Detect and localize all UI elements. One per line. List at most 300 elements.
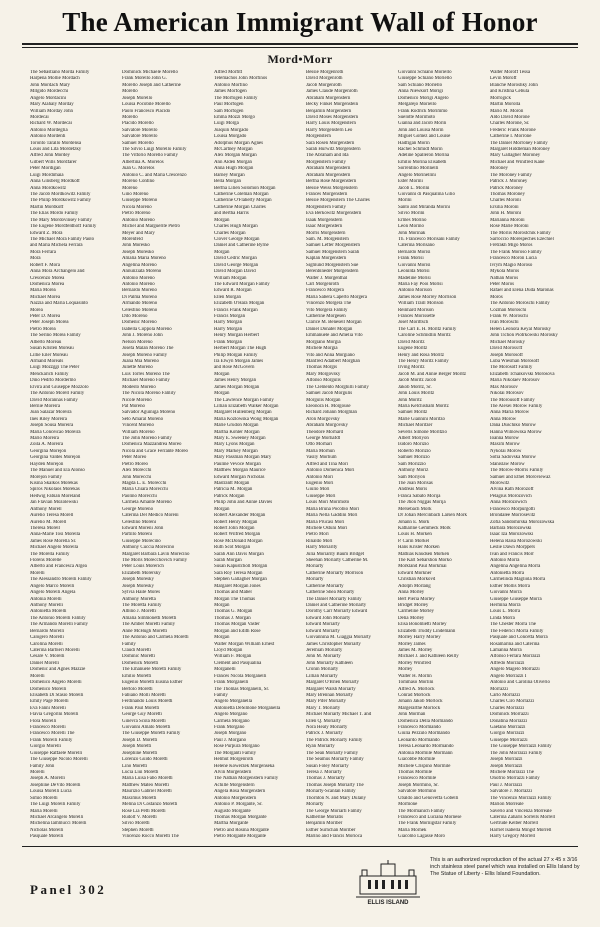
honoree-name: Dominic Moretti <box>122 654 156 660</box>
honoree-name: Johann Jakob Morlock <box>398 699 443 705</box>
honoree-name: Rosamarina and Caterina <box>490 641 540 647</box>
honoree-name: Th. Francesco Morisani Family <box>398 236 460 242</box>
honoree-name: Patrick J. Moroney <box>490 179 528 185</box>
honoree-name: Pietro Mori <box>306 532 329 538</box>
honoree-name: Salvatore Morello <box>122 127 158 133</box>
honoree-name: The Henry Moritz Family <box>398 358 449 364</box>
honoree-name: Lorenzo Guido Moretti <box>122 757 168 763</box>
honoree-name: Mary Pifer Moriarty <box>306 699 346 705</box>
honoree-name: Ioanna Morow <box>490 436 519 442</box>
honoree-name: Sam. M. Morgenstern <box>306 236 349 242</box>
honoree-name: Benjamin Moriber <box>306 821 343 827</box>
honoree-name: Hans Krisler Morken <box>398 545 440 551</box>
honoree-name: Hermina Morra <box>490 603 521 609</box>
honoree-name: Robert F. Mora <box>30 262 60 268</box>
honoree-name: Marino and Francis Morioca <box>306 834 363 840</box>
honoree-name: Johann E. Mork <box>398 519 430 525</box>
honoree-name: Martin Mordkoff <box>30 204 64 210</box>
honoree-name: Albert Moriyon <box>398 436 429 442</box>
honoree-name: The Morousoff Family <box>490 397 535 403</box>
honoree-name: Anna Mora Archangelo and <box>30 269 85 275</box>
honoree-name: Morrazzi <box>490 686 508 692</box>
honoree-name: Angelo Morgano <box>214 712 248 718</box>
honoree-name: Bessie Morgenroth <box>306 70 344 75</box>
honoree-name: George Morhafdt <box>306 436 340 442</box>
honoree-name: Samuel Morello <box>122 140 154 146</box>
honoree-name: Conrad Morlock <box>398 692 431 698</box>
honoree-name: The Vincenzo Morrazzi Family <box>490 795 552 801</box>
honoree-name: Mary Alahaly Morday <box>30 102 74 108</box>
honoree-name: David Morannas Family <box>30 397 78 403</box>
honoree-name: Morini <box>398 198 412 204</box>
honoree-name: Thomas Morgan Morgante <box>214 814 267 820</box>
honoree-name: Maria Fay Pooi Morisi <box>398 281 443 287</box>
honoree-name: Domenica Morea <box>30 281 65 287</box>
honoree-name: Giuseppe Raffaele Morelli <box>30 750 83 756</box>
honoree-name: Carmela Morgano <box>214 718 250 724</box>
honoree-name: Vito Morgera Family <box>306 307 348 313</box>
honoree-name: Louis Mori Morimoto <box>306 500 350 506</box>
honoree-name: Magda L. E. Morecchi <box>122 481 167 486</box>
honoree-name: Eugenio Moretti Eusina Esther <box>122 680 183 686</box>
honoree-name: Nelson Moreno <box>122 339 153 345</box>
honoree-name: Emmanuele and Amelia Vito <box>306 333 363 339</box>
name-columns <box>30 70 578 840</box>
honoree-name: Nathan Moros <box>490 275 519 281</box>
name-column-3 <box>214 70 302 840</box>
honoree-name: Angelo Morganella <box>214 699 253 705</box>
honoree-name: The Philip Mordkowitz Family <box>30 198 91 204</box>
honoree-name: Georgina Valdes Morejon <box>30 455 81 461</box>
honoree-name: Joseph Morosoff <box>490 352 523 358</box>
honoree-name: Celestino Moreni <box>122 519 157 525</box>
honoree-name: Elisa Bonomietti Morley <box>398 622 447 628</box>
honoree-name: Maria Nikolaev Morosov <box>490 378 540 384</box>
honoree-name: Joaquin Morgado <box>214 127 249 133</box>
honoree-name: Gaetano Morrazzi <box>490 725 526 731</box>
honoree-name: Michael and Winifred Kane <box>490 159 545 165</box>
honoree-name: James Morgan Morgan <box>214 384 260 390</box>
honoree-name: Luigi Mozzggi The Peter <box>30 365 80 371</box>
honoree-name: Tommaso Morlini <box>398 680 434 686</box>
honoree-name: Robert Henry Morgan <box>214 519 258 525</box>
honoree-name: Dominick Michaele Morello <box>122 70 178 75</box>
honoree-name: Catherine Moriarty Morrison <box>306 570 364 576</box>
header-rule-thin <box>22 47 578 48</box>
honoree-name: Andreas Moris <box>398 487 428 493</box>
honoree-name: Becky Finkel Morgenstein <box>306 102 359 108</box>
honoree-name: Morello <box>122 114 138 120</box>
honoree-name: William Moreno <box>122 429 155 435</box>
honoree-name: Margaret Morgan Jones <box>214 583 261 589</box>
honoree-name: Rose Marie Moroni <box>490 224 529 230</box>
honoree-name: Bernardo Morisi <box>398 249 431 255</box>
honoree-name: Barney Morgan <box>214 172 245 178</box>
honoree-name: Anna Ginsberg Mordkoff <box>30 179 80 185</box>
honoree-name: Juana Mia Moreno <box>122 358 159 364</box>
honoree-name: Vincent Moreno <box>122 423 154 429</box>
honoree-name: Rudolf V. Moretti <box>122 814 157 820</box>
honoree-name: Walter H. Morlin <box>398 673 432 679</box>
honoree-name: The Patrick Moriarty Family <box>306 737 363 743</box>
honoree-name: Michele Morrazzi The <box>490 769 534 775</box>
honoree-name: Blanche Moroshky John <box>490 82 538 88</box>
honoree-name: Nicole Moreno <box>122 397 152 403</box>
honoree-name: Lillian Elizabeth Walker Morgan <box>214 403 279 409</box>
honoree-name: Family <box>214 692 228 698</box>
name-column-6 <box>490 70 578 840</box>
honoree-name: Jakob Moritz, Sr. <box>398 384 432 390</box>
honoree-name: Mora Ferrara <box>30 249 56 255</box>
honoree-name: Salvatore J. Morrazzi <box>490 789 532 795</box>
honoree-name: Samuel Moritz <box>398 410 428 416</box>
honoree-name: Angelo Morelli Angela <box>30 590 76 596</box>
honoree-name: Elizabeth Tchaikovski Morosova <box>490 371 555 377</box>
honoree-name: Nicola and Grace Ferrante Moreo <box>122 448 188 454</box>
honoree-name: The Sebastiano Morda Family <box>30 70 90 75</box>
honoree-name: Partillo Moreni <box>122 532 153 538</box>
honoree-name: Pietro Moreno <box>122 211 151 217</box>
honoree-name: Carolina Morelli <box>30 641 63 647</box>
honoree-name: The Eugene Mordfeldhoff Family <box>30 224 97 230</box>
honoree-name: Thomas Morgis <box>306 365 338 371</box>
honoree-name: Morgenstern Family <box>306 204 346 210</box>
honoree-name: Anne McHugh Moretti <box>122 628 168 634</box>
honoree-name: Maria Mornek <box>398 827 427 833</box>
honoree-name: Daniel and Catherine Byrne <box>214 243 269 249</box>
honoree-name: Peter Moros <box>490 281 515 287</box>
honoree-name: Giuseppe Moreno <box>122 198 158 204</box>
honoree-name: The Moroney Family <box>490 172 532 178</box>
honoree-name: Charles Morrazzi <box>490 705 525 711</box>
honoree-name: Richard Johann Morgman <box>306 410 357 416</box>
honoree-name: Alfred and Tina Mori <box>306 461 348 467</box>
honoree-name: David Cedric Morgan <box>214 256 257 262</box>
honoree-name: Bessie Morgenstern The Charles <box>306 198 370 204</box>
honoree-name: Joseph Sousa Moreira <box>30 423 74 429</box>
honoree-name: Bertolo Moretti <box>122 686 153 692</box>
honoree-name: Pietro and Rosina Morgante <box>214 827 269 833</box>
honoree-name: Harpena Mollie Mordach <box>30 76 80 82</box>
honoree-name: Max Morosov <box>490 384 518 390</box>
honoree-name: Maurizio Gabriel Moretti <box>122 789 172 795</box>
honoree-name: Rachel Schmidt Morin <box>398 147 443 153</box>
honoree-name: Lucia Liui Moretti <box>122 769 159 775</box>
honoree-name: Teresa J. Moriarty <box>306 769 342 775</box>
honoree-name: John H. Moroni <box>490 211 522 217</box>
honoree-name: Katharine Gemmeck Mork <box>398 525 451 531</box>
honoree-name: Celestino Moreno <box>122 307 158 313</box>
honoree-name: Morris Morgenstern <box>306 230 346 236</box>
honoree-name: Mora <box>30 256 41 262</box>
honoree-name: Edward Morgan Nicholas <box>214 474 265 480</box>
honoree-name: Morowitz <box>490 481 510 486</box>
honoree-name: Edward Morkner <box>398 570 432 576</box>
honoree-name: The Luigi Morelli Family <box>30 802 81 808</box>
honoree-name: Luba Wiesman Morosoff <box>490 358 540 364</box>
honoree-name: Giuseppe Morecino <box>122 538 161 544</box>
honoree-name: Sara Rosen Morgenstern <box>306 140 355 146</box>
honoree-name: Giovanni Amato Moretti <box>122 725 171 731</box>
honoree-name: Moriarty <box>306 802 324 808</box>
honoree-name: Franca Sabato Morija <box>398 493 441 499</box>
honoree-name: Moreno <box>122 185 138 191</box>
honoree-name: Thomas Joseph Moriarty The <box>306 782 364 788</box>
honoree-name: Frank Morgano <box>214 725 245 731</box>
honoree-name: Moriarty <box>306 577 324 583</box>
honoree-name: Ginevra Scola Moretti <box>122 718 166 724</box>
honoree-name: Alvin Morgenstern <box>214 769 252 775</box>
honoree-name: Pietro Morgante Morgante <box>214 834 266 840</box>
honoree-name: John Tichon Piotrkowski Morosky <box>490 333 558 339</box>
honoree-name: Sam Schiano Moriello <box>398 82 443 88</box>
honoree-name: Michael Moriarty Michael T. and <box>306 712 372 718</box>
ellis-island-logo-icon <box>354 858 422 906</box>
honoree-name: The Mary Mordovinsey Family <box>30 217 92 223</box>
honoree-name: Catherine I. Morrone <box>490 134 532 140</box>
honoree-name: The Nicola Moreno Family <box>122 391 176 397</box>
honoree-name: David Moritz <box>398 339 425 345</box>
honoree-name: Emma Mozzi Morgo <box>214 114 255 120</box>
svg-text:ELLIS ISLAND: ELLIS ISLAND <box>367 900 409 906</box>
honoree-name: Hanna Wilnowska Morow <box>490 429 542 435</box>
honoree-name: Caterina Barbieri Morelli <box>30 647 80 653</box>
honoree-name: Michael Angelo Morella <box>30 545 79 551</box>
footer-rule <box>22 846 578 847</box>
honoree-name: Harry Morgan <box>214 326 243 332</box>
honoree-name: Eva Fanni Morelli <box>30 705 66 711</box>
honoree-name: Samuel Jacob Morgulis <box>306 391 353 397</box>
honoree-name: George Moreno <box>122 506 154 512</box>
honoree-name: Sarroccio Morespeches Ezechiel <box>490 236 554 242</box>
honoree-name: Ira Elwyn Morgan James <box>214 358 264 364</box>
honoree-name: Ivan Moroschi <box>490 320 519 326</box>
honoree-name: Manfred Adalbert Morghan <box>306 358 360 364</box>
honoree-name: Frank Morello John G. <box>122 76 167 82</box>
honoree-name: Vincenzo Rocco Moretti The <box>122 834 179 840</box>
honoree-name: Frank Morisi <box>398 256 424 262</box>
honoree-name: Louis and Lita Mordetzky <box>30 147 82 153</box>
honoree-name: Caterina Zaharis Sorrells Morrell <box>490 814 556 820</box>
honoree-name: Helena Raisa Morozowski <box>490 538 542 544</box>
honoree-name: Charles Hugh Morgan <box>214 224 258 230</box>
honoree-name: Samuel and Ethel Moroviewaz <box>490 474 551 480</box>
honoree-name: Jacob Moritz Jacob <box>398 378 437 384</box>
honoree-name: Michele Crispino Mormile <box>398 763 451 769</box>
honoree-name: Alex Morgan Morgan <box>214 153 257 159</box>
honoree-name: Dito Moreno <box>122 314 148 320</box>
name-column-1 <box>30 70 118 840</box>
honoree-name: Giuseppe Schiano Moriello <box>398 76 452 82</box>
honoree-name: Angela Rosa Morgenstern <box>214 789 266 795</box>
honoree-name: John Mordach Mary <box>30 82 70 88</box>
honoree-name: Placido Morello <box>122 121 154 127</box>
honoree-name: and Bertha Harris <box>214 211 249 217</box>
honoree-name: Thomas G. Morgan <box>214 609 253 615</box>
honoree-name: Margaret Hullenberg Morgan <box>214 410 272 416</box>
honoree-name: Aurelio Teresa Morell <box>30 513 74 519</box>
honoree-name: The Sean Moriarty Family <box>306 750 359 756</box>
honoree-name: Joseph Morrazzi <box>490 763 523 769</box>
honoree-name: The Abraham and Ida <box>306 153 349 159</box>
honoree-name: Telemachos John Morfinos <box>214 76 268 82</box>
honoree-name: Antonio Moreno <box>122 217 155 223</box>
honoree-name: Charles Moroni <box>490 198 521 204</box>
honoree-name: Cesare V. Morelli <box>30 654 65 660</box>
honoree-name: Mary Passman Morgan Mary <box>214 455 272 461</box>
honoree-name: Cronin Moriarty <box>306 667 339 673</box>
honoree-name: Mary Markey Morgan <box>214 448 258 454</box>
honoree-name: Giulio Mori <box>306 487 330 493</box>
honoree-name: Meyer and Mary <box>122 230 155 236</box>
honoree-name: Josefa Malan Moreno The <box>122 346 174 352</box>
honoree-name: Pelagius Morozovich <box>490 493 532 499</box>
honoree-name: Elvira and Giuseppe Mozzolo <box>30 384 89 390</box>
honoree-name: Morenfeld <box>122 236 143 242</box>
honoree-name: Morelli <box>30 673 45 679</box>
honoree-name: Maria Morea <box>30 288 56 294</box>
page-title: The American Immigrant Wall of Honor <box>62 7 538 37</box>
honoree-name: Antonio Morfino <box>214 82 248 88</box>
honoree-name: Morgan <box>214 391 230 397</box>
honoree-name: Di Palma Moreno <box>122 294 158 300</box>
honoree-name: The Antonio Moroschi Family <box>490 301 550 307</box>
honoree-name: William Morday John <box>30 108 73 114</box>
honoree-name: Seto Amaral Moreno <box>122 416 164 422</box>
honoree-name: Samuel Morizio <box>398 455 430 461</box>
honoree-name: The George Moriarti Family <box>306 808 362 814</box>
honoree-name: Armand Moreals <box>30 358 64 364</box>
honoree-name: Reinhard Morison <box>398 307 434 313</box>
honoree-name: Anna Mordkowitz <box>30 185 66 191</box>
honoree-name: John M. Moriarty <box>306 654 341 660</box>
honoree-name: Berenbineder Morgenstern <box>306 269 359 275</box>
honoree-name: Dino Pedrto Mordermo <box>30 378 76 384</box>
honoree-name: Paolo Francesco Placido <box>122 108 171 114</box>
honoree-name: Mary T. Moriarty <box>306 705 341 711</box>
honoree-name: Abraham Morgenstern <box>306 172 351 178</box>
honoree-name: Theodore Morhard <box>306 429 344 435</box>
honoree-name: Frank Rodrick Morimmo <box>398 108 448 114</box>
honoree-name: Maria Morhun <box>306 448 335 454</box>
honoree-name: Josephine Moretti <box>122 750 158 756</box>
honoree-name: Mathias Knudsen Morken <box>398 551 450 557</box>
honoree-name: Linda Morra <box>490 615 515 621</box>
honoree-name: Anna Morley <box>398 590 425 596</box>
honoree-name: Lloyd Morgan <box>214 647 243 653</box>
name-range-heading: Mord•Morr <box>267 52 333 66</box>
honoree-name: The Thomas Morganelli, Sr. <box>214 686 270 692</box>
honoree-name: Ines Riley Moreira <box>30 416 67 422</box>
honoree-name: Morello Joseph and Catherine <box>122 82 181 88</box>
honoree-name: Nazzia and Maria Loquasinto <box>30 301 88 307</box>
honoree-name: Helmut Morgenroth <box>214 757 254 763</box>
honoree-name: Bessie Weiss Morgenstern <box>306 185 358 191</box>
honoree-name: James Rose Morrey Morrison <box>398 294 457 300</box>
honoree-name: Harry Morgan <box>214 320 243 326</box>
honoree-name: Michael J. and Kathleen Reilly <box>398 654 459 660</box>
honoree-name: Ann Alden Morgan <box>214 159 252 165</box>
honoree-name: Walter Moroff Tessa <box>490 70 531 75</box>
honoree-name: John Moritz <box>398 397 422 403</box>
honoree-name: Antonio Morgenstern <box>214 795 257 801</box>
honoree-name: Frances Nicola Morganelli <box>214 673 267 679</box>
honoree-name: Antonietta Morra <box>490 570 525 576</box>
honoree-name: Margaret Walsh Moriarty <box>306 686 356 692</box>
honoree-name: Sheehan Moriarty Catherine M. <box>306 558 369 564</box>
honoree-name: Adolph Morlang <box>398 583 431 589</box>
honoree-name: Joseph Morgano <box>214 731 247 737</box>
honoree-name: Antonio and Carolina Oliverio <box>490 680 550 686</box>
honoree-name: John Morinak <box>398 230 426 236</box>
honoree-name: Walter Morgan William Ernest <box>214 641 275 647</box>
honoree-name: Matthew Mateo Moretti <box>122 782 169 788</box>
honoree-name: Salvatore Morello <box>122 134 158 140</box>
honoree-name: Nora Healy Moriarty <box>306 725 348 731</box>
honoree-name: The Morella Family <box>30 551 70 557</box>
honoree-name: Michele Ostuni Mori <box>306 525 348 531</box>
honoree-name: Anna Niewkort Morigi <box>398 89 444 95</box>
honoree-name: Francesco Morpurgotti <box>490 506 535 512</box>
honoree-name: Giovannina M. Giaggia Moriarty <box>306 635 371 641</box>
honoree-name: The John Morrazzi Family <box>490 750 543 756</box>
honoree-name: Giorgio Morelli <box>30 744 62 750</box>
honoree-name: John J. Moreno John <box>122 333 163 339</box>
honoree-name: The Lawrence Morgan Family <box>214 397 274 403</box>
honoree-name: Patrick J. Moriarty <box>306 731 343 737</box>
honoree-name: Patrick Moroney <box>490 185 524 191</box>
honoree-name: Harry Moriarity <box>306 545 338 551</box>
honoree-name: Antonio P. Morgante, Sr. <box>214 802 263 808</box>
honoree-name: Antonio Mordenti <box>30 134 66 140</box>
honoree-name: Peter Joseph Morea <box>30 320 69 326</box>
honoree-name: Moros <box>490 294 503 300</box>
honoree-name: Maria Conceicao Moreira <box>30 429 81 435</box>
honoree-name: Frank Morganelli <box>214 680 249 686</box>
honoree-name: Bernardo Morelli <box>30 628 65 634</box>
honoree-name: The John Moreno Family <box>122 436 172 442</box>
honoree-name: Giovanni di Pasqualina Gilio <box>398 192 455 198</box>
honoree-name: Emilio Morina Elisabeth <box>398 159 447 165</box>
honoree-name: David Moses Morgenstern <box>306 114 359 120</box>
honoree-name: Helen Leonora Keyal Morosky <box>490 326 551 332</box>
honoree-name: The Michael Mora Family Paolo <box>30 236 95 242</box>
honoree-name: The Giuseppe Nicolo Morelli <box>30 757 88 763</box>
honoree-name: Morley James <box>398 641 426 647</box>
honoree-name: Morley <box>398 667 413 673</box>
honoree-name: Flora Morelli <box>30 718 57 724</box>
honoree-name: Francesco Morgera <box>306 288 344 294</box>
honoree-name: Morea <box>30 307 43 313</box>
honoree-name: Edward Moriarty <box>306 622 340 628</box>
honoree-name: Jacob L. Morini <box>398 185 430 191</box>
honoree-name: The Vittorio Morello Family <box>122 153 178 159</box>
honoree-name: Margaret O'Brien Moriarty <box>306 680 359 686</box>
honoree-name: Carlo Morrazzi <box>490 692 521 698</box>
honoree-name: Sarah Hurwitz Morgenstern <box>306 147 361 153</box>
honoree-name: Dr Johan Mercinbach Larsen Mork <box>398 513 467 519</box>
honoree-name: Ersilia Moroni <box>490 204 519 210</box>
honoree-name: James Christopher Moriarty <box>306 641 361 647</box>
honoree-name: Caterina Del Medico Moreni <box>122 513 179 519</box>
honoree-name: Alfred John Mordey <box>30 153 70 159</box>
honoree-name: The Alessandro Morelli Family <box>30 577 92 583</box>
honoree-name: Marion Morreale <box>490 802 524 808</box>
honoree-name: Joseph Moresky <box>122 583 154 589</box>
honoree-name: Josephine DeVito Morelli <box>30 782 81 788</box>
honoree-name: Henry Morgan Herbert <box>214 333 259 339</box>
honoree-name: Angelo Magelo Morrazzi <box>490 667 540 673</box>
